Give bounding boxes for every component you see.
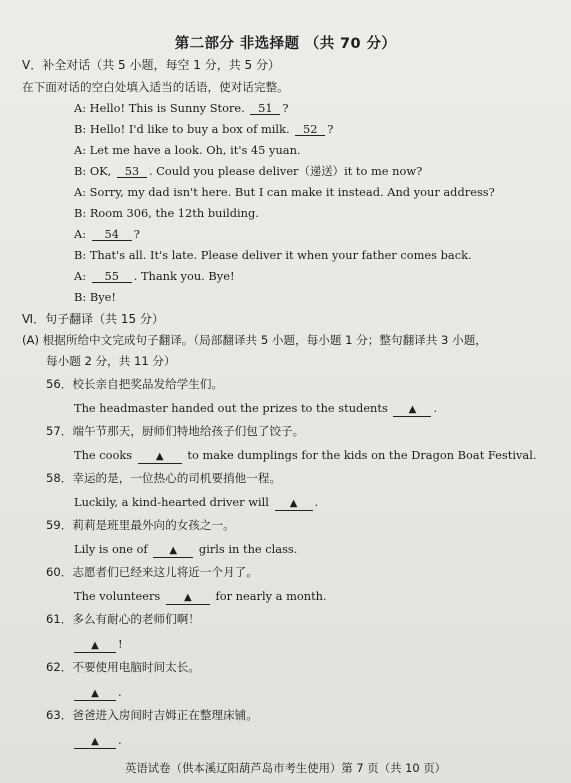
blank-51: 51	[250, 102, 280, 115]
question-58-chinese: 58．幸运的是，一位热心的司机要捎他一程。	[46, 471, 282, 485]
part-a-instruction-cont: 每小题 2 分，共 11 分）	[46, 354, 176, 368]
question-58-english: Luckily, a kind-hearted driver will ▲ .	[74, 495, 319, 509]
triangle-marker: ▲	[91, 736, 99, 747]
dialogue-line: A: Sorry, my dad isn't here. But I can make it instead. And your address?	[74, 185, 495, 199]
dialogue-line: A: 55 . Thank you. Bye!	[74, 269, 235, 283]
question-63-chinese: 63．爸爸进入房间时吉姆正在整理床铺。	[46, 708, 258, 722]
answer-blank-62[interactable]	[74, 686, 116, 701]
triangle-marker: ▲	[91, 640, 99, 651]
triangle-marker: ▲	[91, 688, 99, 699]
answer-blank-63[interactable]	[74, 734, 116, 749]
part-a-instruction: (A) 根据所给中文完成句子翻译。（局部翻译共 5 小题，每小题 1 分；整句翻译共 3 小题，	[22, 333, 487, 347]
triangle-marker: ▲	[155, 451, 164, 462]
question-60-chinese: 60．志愿者们已经来这儿将近一个月了。	[46, 565, 258, 579]
answer-blank-56[interactable]	[393, 402, 431, 417]
dialogue-line: B: That's all. It's late. Please deliver it when your father comes back.	[74, 248, 472, 262]
section6-heading: Ⅵ．句子翻译（共 15 分）	[22, 312, 164, 326]
answer-blank-57[interactable]	[138, 449, 182, 464]
dialogue-line: A: Let me have a look. Oh, it's 45 yuan.	[74, 143, 301, 157]
triangle-marker: ▲	[169, 545, 178, 556]
question-60-english: The volunteers ▲ for nearly a month.	[74, 589, 327, 603]
question-61-chinese: 61．多么有耐心的老师们啊！	[46, 612, 200, 626]
blank-55: 55	[92, 270, 132, 283]
dialogue-line: B: OK, 53 . Could you please deliver（递送）it to me now?	[74, 164, 423, 178]
triangle-marker: ▲	[289, 498, 298, 509]
dialogue-line: A: 54 ?	[74, 227, 140, 241]
question-56-english: The headmaster handed out the prizes to the students ▲ .	[74, 401, 438, 415]
blank-54: 54	[92, 228, 132, 241]
question-62-chinese: 62．不要使用电脑时间太长。	[46, 660, 200, 674]
page-footer: 英语试卷（供本溪辽阳葫芦岛市考生使用）第 7 页（共 10 页）	[125, 761, 446, 775]
dialogue-line: B: Bye!	[74, 290, 116, 304]
question-59-english: Lily is one of ▲ girls in the class.	[74, 542, 298, 556]
answer-blank-60[interactable]	[166, 590, 210, 605]
section5-heading: V．补全对话（共 5 小题，每空 1 分，共 5 分）	[22, 58, 281, 72]
triangle-marker: ▲	[408, 404, 417, 415]
question-62-english: ▲ .	[74, 685, 122, 701]
blank-53: 53	[117, 165, 147, 178]
answer-blank-59[interactable]	[153, 543, 193, 558]
question-59-chinese: 59．莉莉是班里最外向的女孩之一。	[46, 518, 235, 532]
question-61-english: ▲ !	[74, 637, 123, 653]
section5-instruction: 在下面对话的空白处填入适当的话语，使对话完整。	[22, 80, 289, 94]
dialogue-line: B: Hello! I'd like to buy a box of milk. 52 ?	[74, 122, 334, 136]
question-57-chinese: 57．端午节那天，厨师们特地给孩子们包了饺子。	[46, 424, 305, 438]
blank-52: 52	[295, 123, 325, 136]
part-title: 第二部分 非选择题 （共 70 分）	[174, 36, 397, 52]
answer-blank-61[interactable]	[74, 638, 116, 653]
dialogue-line: B: Room 306, the 12th building.	[74, 206, 259, 220]
dialogue-line: A: Hello! This is Sunny Store. 51 ?	[74, 101, 289, 115]
question-56-chinese: 56．校长亲自把奖品发给学生们。	[46, 377, 224, 391]
question-63-english: ▲ .	[74, 733, 122, 749]
answer-blank-58[interactable]	[275, 496, 313, 511]
question-57-english: The cooks ▲ to make dumplings for the kids on the Dragon Boat Festival.	[74, 448, 537, 462]
triangle-marker: ▲	[184, 592, 192, 603]
